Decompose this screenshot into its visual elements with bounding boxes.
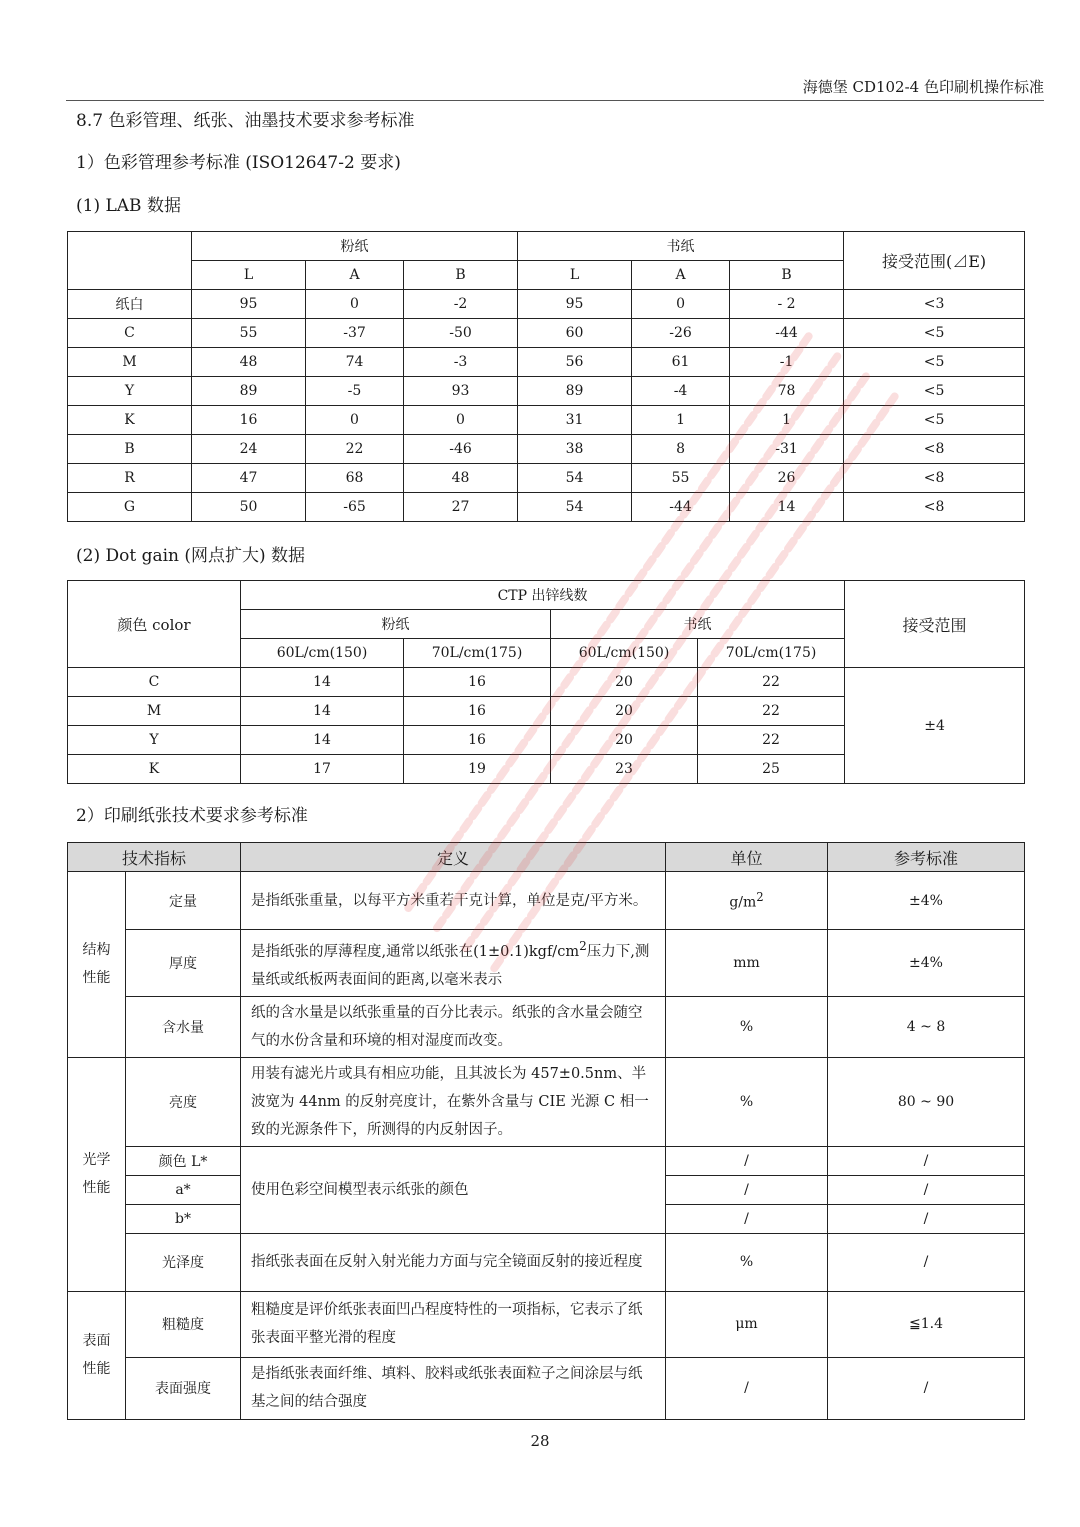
lab-cell: 68 xyxy=(306,464,404,493)
dot-cell: 23 xyxy=(551,755,698,784)
dot-row-label: K xyxy=(68,755,241,784)
row-name: 厚度 xyxy=(126,930,241,997)
dot-cell: 22 xyxy=(698,697,845,726)
row-standard: / xyxy=(828,1204,1025,1233)
dot-col-header: 70L/cm(175) xyxy=(404,639,551,668)
table-row xyxy=(68,1357,1025,1419)
row-definition: 纸的含水量是以纸张重量的百分比表示。纸张的含水量会随空气的水份含量和环境的相对湿度而改变。 xyxy=(241,996,666,1057)
lab-cell: -2 xyxy=(404,290,518,319)
lab-cell: 0 xyxy=(404,406,518,435)
page-number: 28 xyxy=(530,1432,550,1450)
lab-cell: 1 xyxy=(632,406,730,435)
lab-row-label: M xyxy=(68,348,192,377)
lab-cell: -1 xyxy=(730,348,844,377)
table-row xyxy=(68,435,1025,464)
lab-row-label: R xyxy=(68,464,192,493)
row-unit: μm xyxy=(666,1291,828,1357)
table-row xyxy=(68,319,1025,348)
lab-cell: 55 xyxy=(632,464,730,493)
lab-cell: 74 xyxy=(306,348,404,377)
row-unit: % xyxy=(666,1057,828,1146)
lab-cell: 0 xyxy=(306,406,404,435)
lab-cell: 16 xyxy=(192,406,306,435)
dot-row-label: Y xyxy=(68,726,241,755)
row-standard: 80 ~ 90 xyxy=(828,1057,1025,1146)
dot-cell: 16 xyxy=(404,697,551,726)
row-standard: / xyxy=(828,1233,1025,1291)
row-name: 含水量 xyxy=(126,996,241,1057)
lab-col-header: L xyxy=(518,261,632,290)
definition-text: 压力下,测量纸或纸板两表面间的距离,以毫米表示 xyxy=(251,943,650,988)
lab-cell: -44 xyxy=(730,319,844,348)
lab-cell: 0 xyxy=(632,290,730,319)
lab-cell: -65 xyxy=(306,493,404,522)
lab-cell: - 2 xyxy=(730,290,844,319)
lab-cell: -50 xyxy=(404,319,518,348)
row-standard: / xyxy=(828,1146,1025,1175)
dot-cell: 17 xyxy=(241,755,404,784)
lab-group-uncoated: 书纸 xyxy=(518,232,844,261)
table-row xyxy=(68,1057,1025,1146)
lab-cell: 47 xyxy=(192,464,306,493)
dot-color-header: 颜色 color xyxy=(68,581,241,668)
lab-cell: 95 xyxy=(518,290,632,319)
definition-superscript: 2 xyxy=(579,939,587,953)
dot-accept-header: 接受范围 xyxy=(845,581,1025,668)
subsection-1-title: 1）色彩管理参考标准 (ISO12647-2 要求) xyxy=(76,153,401,173)
paper-header-standard: 参考标准 xyxy=(828,843,1025,872)
lab-cell: -4 xyxy=(632,377,730,406)
table-row xyxy=(68,348,1025,377)
row-name: 粗糙度 xyxy=(126,1291,241,1357)
header-rule xyxy=(66,100,1044,101)
dot-gain-table xyxy=(67,580,1025,784)
dot-cell: 20 xyxy=(551,726,698,755)
paper-header-unit: 单位 xyxy=(666,843,828,872)
row-unit xyxy=(666,872,828,930)
lab-accept-cell: <5 xyxy=(844,348,1025,377)
lab-cell: 50 xyxy=(192,493,306,522)
lab-cell: 89 xyxy=(192,377,306,406)
lab-group-coated: 粉纸 xyxy=(192,232,518,261)
table-row xyxy=(68,668,1025,697)
row-unit: / xyxy=(666,1357,828,1419)
table-row xyxy=(68,930,1025,997)
lab-col-header: B xyxy=(730,261,844,290)
lab-data-title: (1) LAB 数据 xyxy=(76,196,181,216)
lab-cell: -44 xyxy=(632,493,730,522)
lab-row-label: G xyxy=(68,493,192,522)
dot-cell: 22 xyxy=(698,668,845,697)
lab-cell: 8 xyxy=(632,435,730,464)
dot-cell: 16 xyxy=(404,726,551,755)
lab-cell: 1 xyxy=(730,406,844,435)
table-row xyxy=(68,1146,1025,1175)
lab-accept-cell: <5 xyxy=(844,319,1025,348)
row-standard: ±4% xyxy=(828,930,1025,997)
lab-row-label: 纸白 xyxy=(68,290,192,319)
table-row xyxy=(68,377,1025,406)
lab-accept-header: 接受范围(⊿E) xyxy=(844,232,1025,290)
lab-table xyxy=(67,231,1025,522)
lab-cell: 31 xyxy=(518,406,632,435)
running-header: 海德堡 CD102-4 色印刷机操作标准 xyxy=(802,78,1044,96)
dot-cell: 14 xyxy=(241,697,404,726)
lab-cell: 38 xyxy=(518,435,632,464)
row-name: 定量 xyxy=(126,872,241,930)
lab-cell: -3 xyxy=(404,348,518,377)
lab-cell: 95 xyxy=(192,290,306,319)
paper-header-definition: 定义 xyxy=(241,843,666,872)
row-definition: 是指纸张表面纤维、填料、胶料或纸张表面粒子之间涂层与纸基之间的结合强度 xyxy=(241,1357,666,1419)
lab-cell: 0 xyxy=(306,290,404,319)
row-unit: / xyxy=(666,1204,828,1233)
row-name: 颜色 L* xyxy=(126,1146,241,1175)
lab-accept-cell: <5 xyxy=(844,406,1025,435)
row-standard: / xyxy=(828,1357,1025,1419)
table-row xyxy=(68,406,1025,435)
lab-cell: 93 xyxy=(404,377,518,406)
row-name: 亮度 xyxy=(126,1057,241,1146)
lab-accept-cell: <8 xyxy=(844,435,1025,464)
row-unit: / xyxy=(666,1175,828,1204)
dot-cell: 22 xyxy=(698,726,845,755)
table-row xyxy=(68,872,1025,930)
lab-cell: 54 xyxy=(518,464,632,493)
group-structure: 结构性能 xyxy=(68,872,126,1058)
table-row xyxy=(68,290,1025,319)
lab-cell: -46 xyxy=(404,435,518,464)
row-unit: % xyxy=(666,1233,828,1291)
paper-spec-table xyxy=(67,842,1025,1420)
dot-cell: 20 xyxy=(551,668,698,697)
dot-cell: 20 xyxy=(551,697,698,726)
dot-col-header: 60L/cm(150) xyxy=(241,639,404,668)
dot-cell: 14 xyxy=(241,668,404,697)
dot-cell: 16 xyxy=(404,668,551,697)
dot-group-uncoated: 书纸 xyxy=(551,610,845,639)
row-definition: 指纸张表面在反射入射光能力方面与完全镜面反射的接近程度 xyxy=(241,1233,666,1291)
lab-col-header: L xyxy=(192,261,306,290)
lab-row-label: Y xyxy=(68,377,192,406)
lab-cell: 55 xyxy=(192,319,306,348)
unit-text: g/m xyxy=(729,894,757,911)
dot-group-coated: 粉纸 xyxy=(241,610,551,639)
lab-row-label: B xyxy=(68,435,192,464)
unit-superscript: 2 xyxy=(756,890,764,905)
dot-accept-value: ±4 xyxy=(845,668,1025,784)
row-definition: 用装有滤光片或具有相应功能，且其波长为 457±0.5nm、半波宽为 44nm 的反射亮度计，在紫外含量与 CIE 光源 C 相一致的光源条件下，所测得的内反射因子。 xyxy=(241,1057,666,1146)
lab-cell: 48 xyxy=(404,464,518,493)
row-standard: / xyxy=(828,1175,1025,1204)
row-name: 光泽度 xyxy=(126,1233,241,1291)
row-standard: ±4% xyxy=(828,872,1025,930)
lab-cell: 61 xyxy=(632,348,730,377)
lab-cell: 26 xyxy=(730,464,844,493)
dot-cell: 14 xyxy=(241,726,404,755)
lab-row-label: K xyxy=(68,406,192,435)
row-unit: % xyxy=(666,996,828,1057)
lab-cell: 89 xyxy=(518,377,632,406)
lab-cell: 78 xyxy=(730,377,844,406)
dot-col-header: 70L/cm(175) xyxy=(698,639,845,668)
group-optical: 光学性能 xyxy=(68,1057,126,1291)
table-row xyxy=(68,493,1025,522)
lab-cell: 60 xyxy=(518,319,632,348)
lab-accept-cell: <8 xyxy=(844,493,1025,522)
dot-row-label: C xyxy=(68,668,241,697)
dot-cell: 19 xyxy=(404,755,551,784)
lab-cell: 54 xyxy=(518,493,632,522)
row-standard: ≦1.4 xyxy=(828,1291,1025,1357)
lab-accept-cell: <5 xyxy=(844,377,1025,406)
lab-accept-cell: <3 xyxy=(844,290,1025,319)
lab-cell: -37 xyxy=(306,319,404,348)
lab-col-header: B xyxy=(404,261,518,290)
lab-cell: 22 xyxy=(306,435,404,464)
dot-cell: 25 xyxy=(698,755,845,784)
row-definition: 是指纸张重量，以每平方米重若干克计算，单位是克/平方米。 xyxy=(241,872,666,930)
row-definition: 使用色彩空间模型表示纸张的颜色 xyxy=(241,1146,666,1233)
table-row xyxy=(68,1233,1025,1291)
dot-gain-title: (2) Dot gain (网点扩大) 数据 xyxy=(76,546,306,566)
lab-accept-cell: <8 xyxy=(844,464,1025,493)
subsection-2-title: 2）印刷纸张技术要求参考标准 xyxy=(76,806,308,826)
paper-header-index: 技术指标 xyxy=(68,843,241,872)
definition-text: 是指纸张的厚薄程度,通常以纸张在(1±0.1)kgf/cm xyxy=(251,943,580,960)
dot-col-header: 60L/cm(150) xyxy=(551,639,698,668)
table-row xyxy=(68,996,1025,1057)
dot-ctp-header: CTP 出锌线数 xyxy=(241,581,845,610)
lab-col-header: A xyxy=(306,261,404,290)
row-unit: mm xyxy=(666,930,828,997)
lab-cell: -26 xyxy=(632,319,730,348)
lab-cell: 56 xyxy=(518,348,632,377)
lab-cell: 14 xyxy=(730,493,844,522)
row-name: 表面强度 xyxy=(126,1357,241,1419)
row-definition: 粗糙度是评价纸张表面凹凸程度特性的一项指标，它表示了纸张表面平整光滑的程度 xyxy=(241,1291,666,1357)
lab-cell: 27 xyxy=(404,493,518,522)
row-standard: 4 ~ 8 xyxy=(828,996,1025,1057)
lab-cell: 48 xyxy=(192,348,306,377)
table-row xyxy=(68,464,1025,493)
row-name: b* xyxy=(126,1204,241,1233)
lab-cell: -5 xyxy=(306,377,404,406)
lab-row-label: C xyxy=(68,319,192,348)
lab-col-header: A xyxy=(632,261,730,290)
lab-cell: -31 xyxy=(730,435,844,464)
table-row xyxy=(68,1291,1025,1357)
section-title: 8.7 色彩管理、纸张、油墨技术要求参考标准 xyxy=(76,111,415,131)
lab-corner-cell xyxy=(68,232,192,290)
dot-row-label: M xyxy=(68,697,241,726)
lab-cell: 24 xyxy=(192,435,306,464)
row-definition xyxy=(241,930,666,997)
row-name: a* xyxy=(126,1175,241,1204)
row-unit: / xyxy=(666,1146,828,1175)
group-surface: 表面性能 xyxy=(68,1291,126,1419)
